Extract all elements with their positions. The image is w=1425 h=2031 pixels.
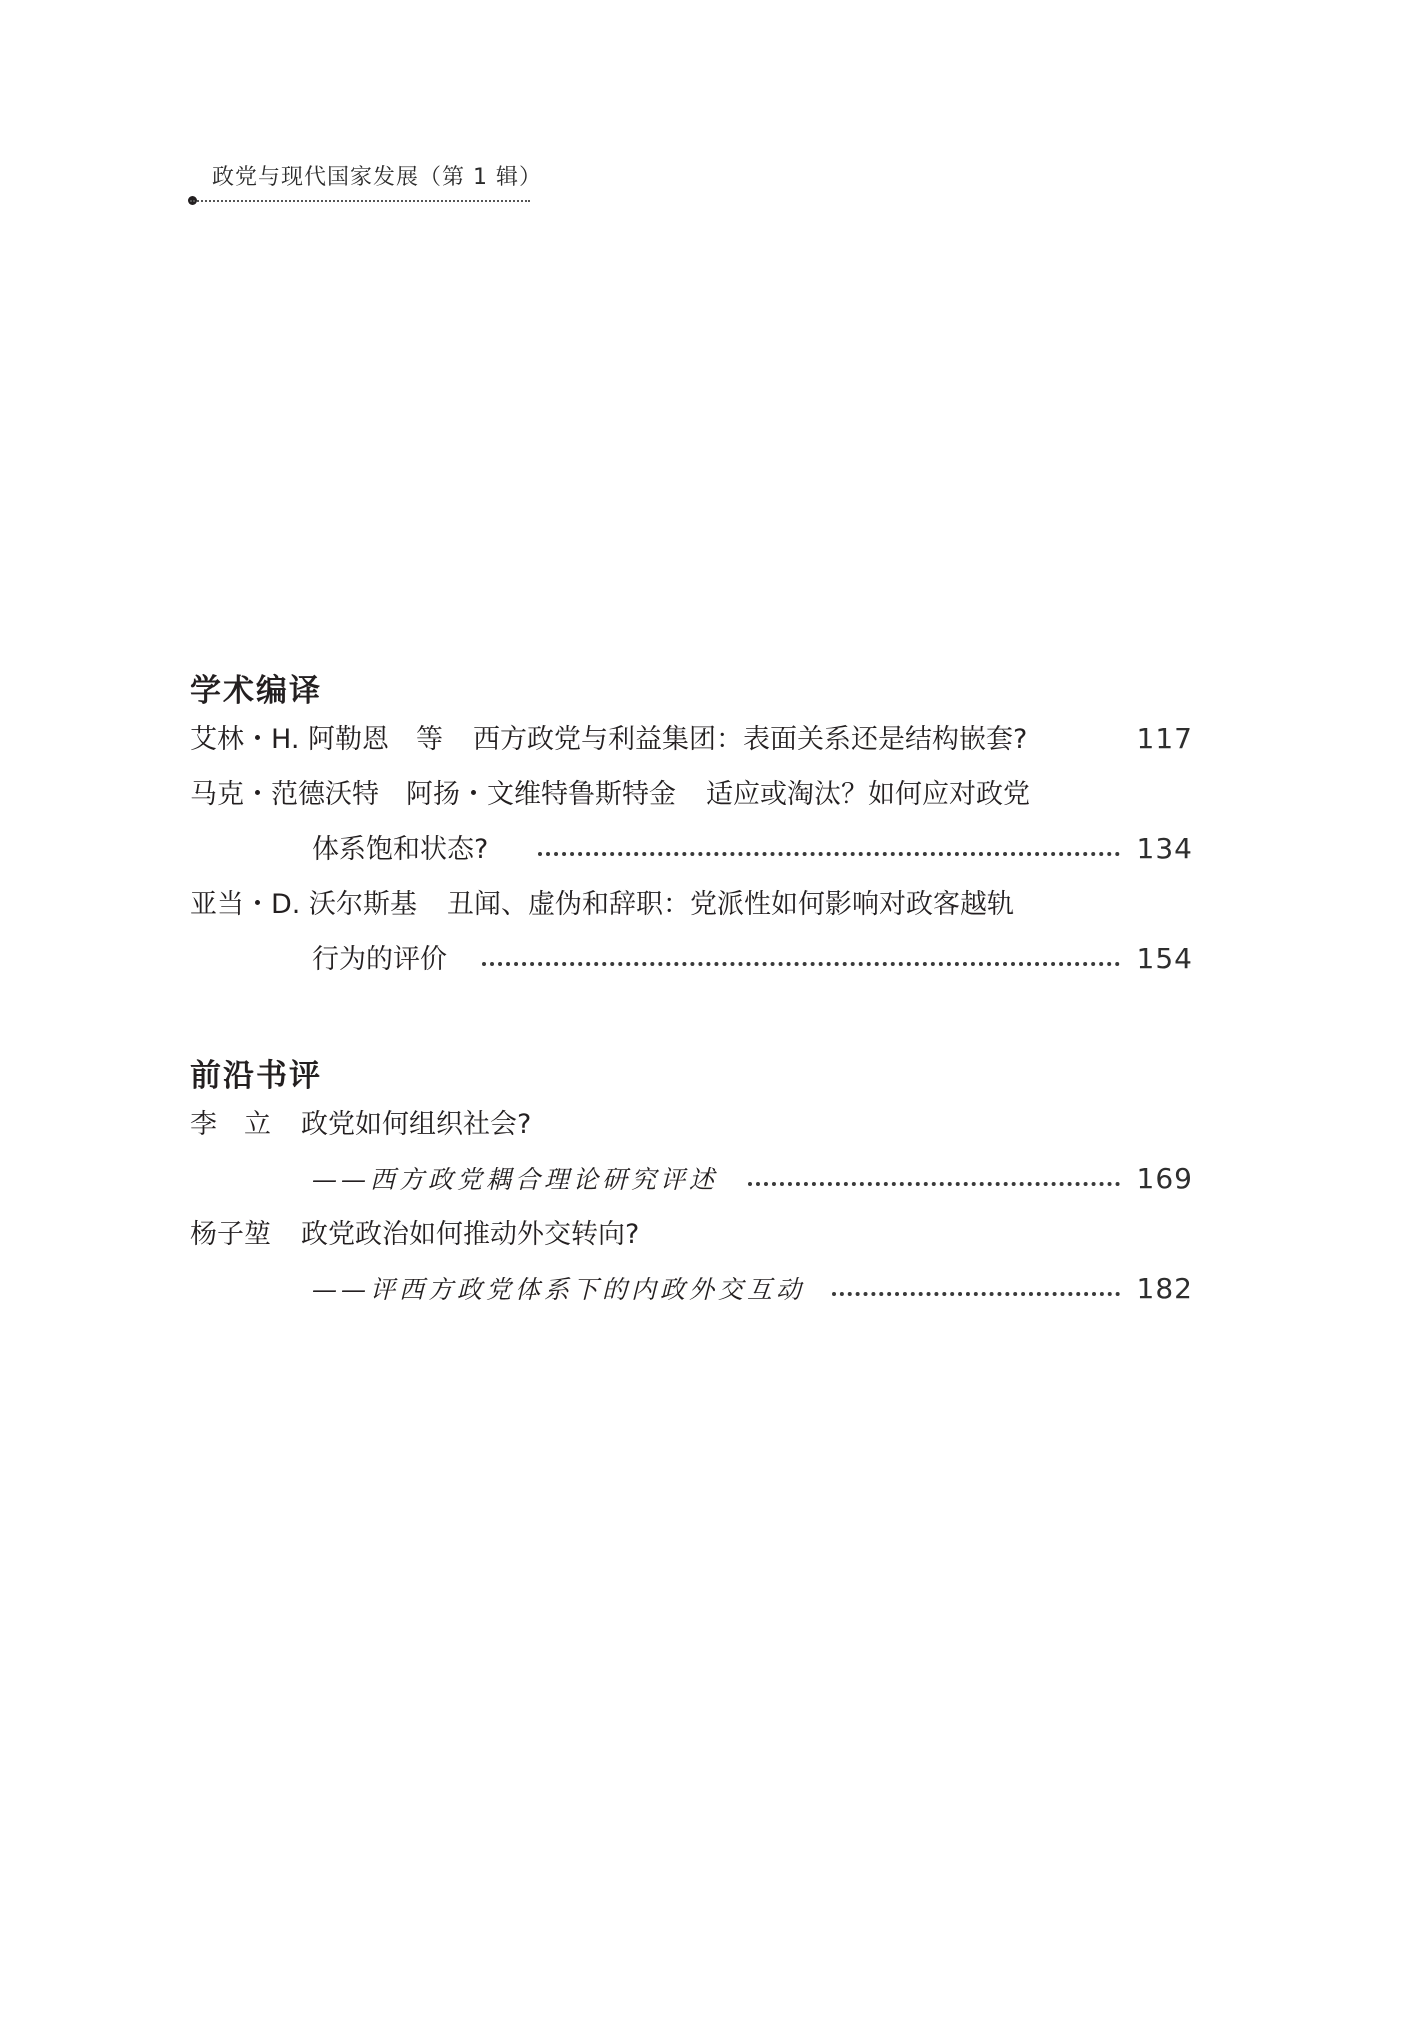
entry-title: 政党政治如何推动外交转向? [301, 1219, 640, 1250]
entry-title-continued: 行为的评价 [312, 944, 447, 975]
entry-title-continued: 体系饱和状态? [312, 834, 489, 865]
dot-leader [832, 1292, 1120, 1296]
entry-title: 适应或淘汰？如何应对政党 [706, 779, 1030, 810]
toc-entry-line[interactable] [190, 722, 1027, 758]
entry-title: 西方政党与利益集团：表面关系还是结构嵌套? [473, 724, 1028, 755]
running-head-title: 政党与现代国家发展（第 1 辑） [212, 165, 542, 190]
section-title: 前沿书评 [190, 1058, 322, 1094]
entry-author: 杨子堃 [190, 1219, 271, 1250]
entry-author: 李 立 [190, 1109, 271, 1140]
entry-page-number: 154 [1136, 942, 1193, 975]
toc-entry-line[interactable] [190, 1107, 531, 1143]
entry-page-number: 169 [1136, 1162, 1193, 1195]
dot-leader [538, 852, 1120, 856]
running-head-rule [190, 200, 530, 202]
toc-entry-line[interactable] [190, 777, 1030, 813]
dot-leader [748, 1182, 1120, 1186]
entry-author: 马克・范德沃特 阿扬・文维特鲁斯特金 [190, 779, 676, 810]
entry-subtitle: ——西方政党耦合理论研究评述 [312, 1165, 719, 1194]
entry-subtitle: ——评西方政党体系下的内政外交互动 [312, 1275, 806, 1304]
toc-entry-line[interactable] [190, 1217, 639, 1253]
entry-page-number: 117 [1136, 722, 1193, 755]
section-title: 学术编译 [190, 673, 322, 709]
toc-entry-line[interactable] [190, 887, 1014, 923]
entry-author: 艾林・H. 阿勒恩 等 [190, 724, 443, 755]
entry-title: 政党如何组织社会? [301, 1109, 532, 1140]
entry-author: 亚当・D. 沃尔斯基 [190, 889, 417, 920]
entry-title: 丑闻、虚伪和辞职：党派性如何影响对政客越轨 [446, 889, 1014, 920]
entry-page-number: 182 [1136, 1272, 1193, 1305]
entry-page-number: 134 [1136, 832, 1193, 865]
dot-leader [482, 962, 1120, 966]
